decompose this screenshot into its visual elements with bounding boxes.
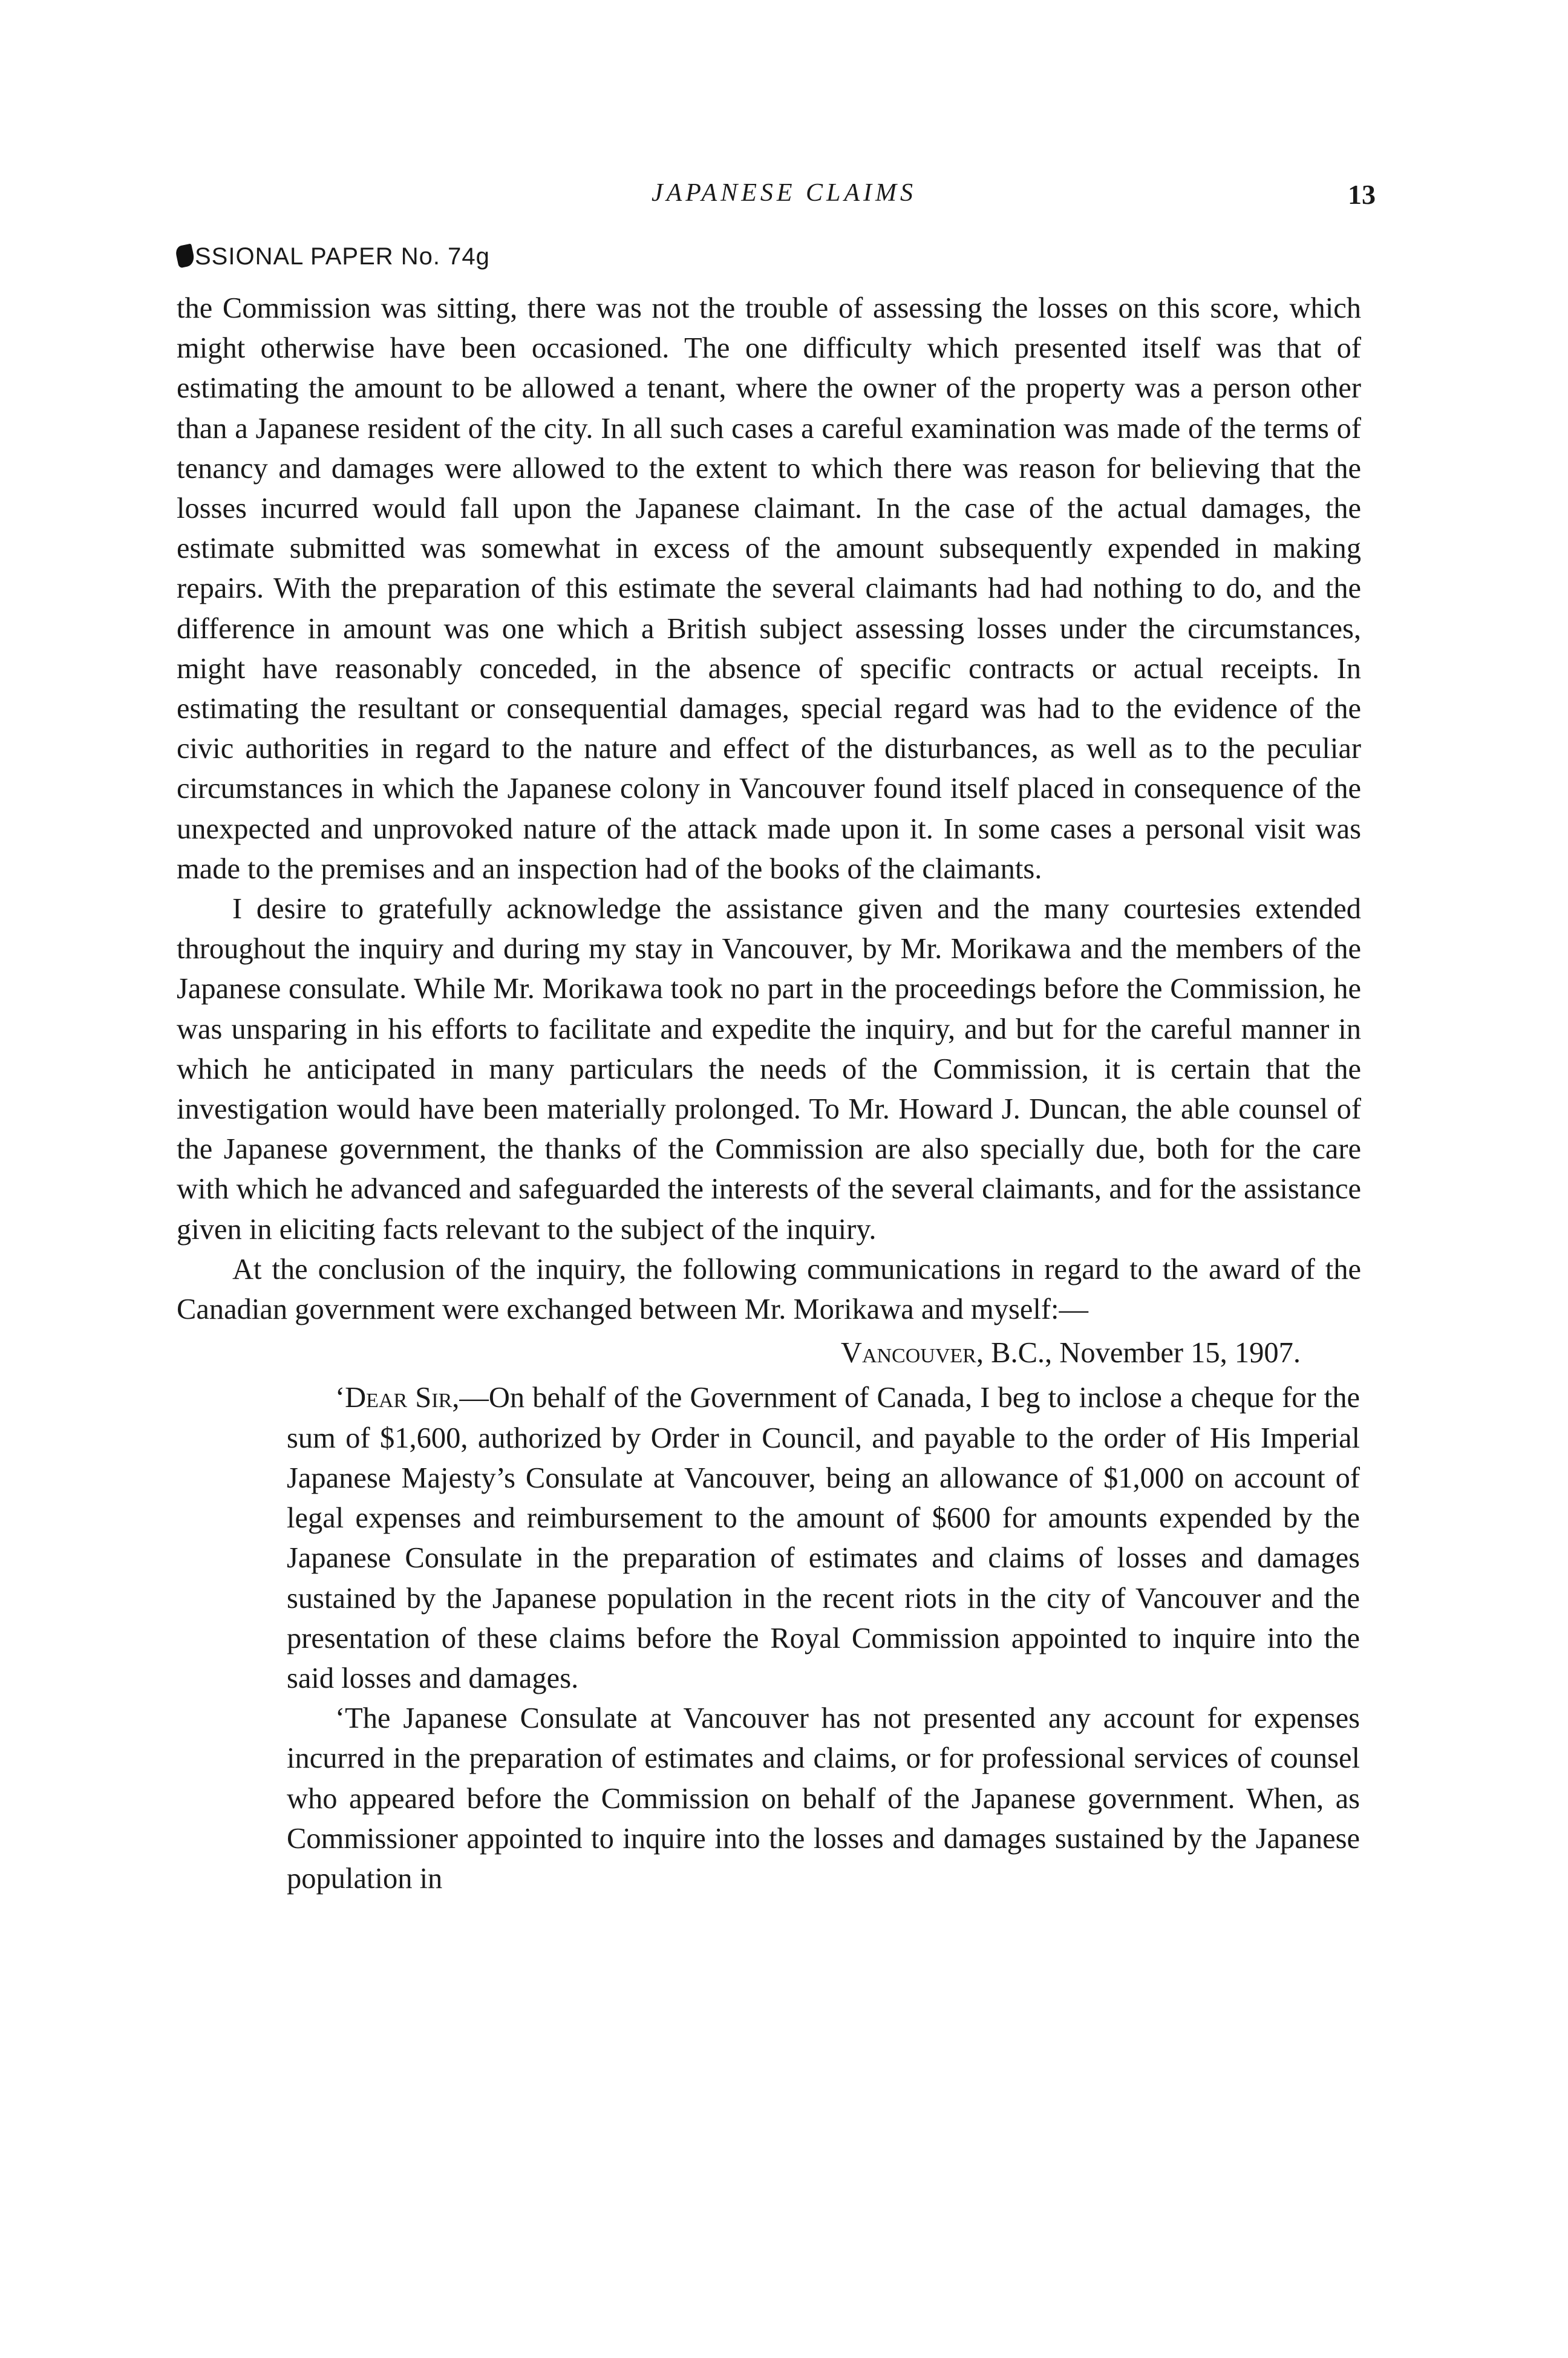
sessional-paper-text: SSIONAL PAPER No. 74g: [195, 243, 490, 270]
letter-salutation: Dear Sir: [345, 1382, 452, 1414]
ink-blot-icon: [175, 243, 196, 268]
running-header: [0, 178, 1568, 215]
dateline-place: Vancouver: [840, 1337, 976, 1370]
paragraph-continued: the Commission was sitting, there was not the trouble of assessing the losses on this score, which might otherwise have been occasioned. The one difficulty which presented itself was that of estimating the amount to be allowed a tenant, where the owner of the property was a person other than a Japanese resident of the city. In all such cases a careful examination was made of the terms of tenancy and damages were allowed to the extent to which there was reason for believing that the losses incurred would fall upon the Japanese claimant. In the case of the actual damages, the estimate submitted was somewhat in excess of the amount subsequently expended in making repairs. With the preparation of this estimate the several claimants had had nothing to do, and the difference in amount was one which a British subject assessing losses under the circumstances, might have reasonably conceded, in the absence of specific contracts or actual receipts. In estimating the resultant or consequential damages, special regard was had to the evidence of the civic authorities in regard to the nature and effect of the disturbances, as well as to the peculiar circumstances in which the Japanese colony in Vancouver found itself placed in consequence of the unexpected and unprovoked nature of the attack made upon it. In some cases a personal visit was made to the premises and an inspection had of the books of the claimants.: [177, 292, 1361, 885]
running-title: JAPANESE CLAIMS: [651, 179, 917, 207]
dateline-rest: , B.C., November 15, 1907.: [976, 1337, 1301, 1370]
letter-paragraph-2: ‘The Japanese Consulate at Vancouver has not presented any account for expenses incurred in the preparation of estimates and claims, or for professional services of counsel who appeared before the Commission on behalf of the Japanese government. When, as Commissioner appointed to inquire into the losses and damages sustained by the Japanese population in: [287, 1702, 1360, 1895]
letter-dateline: [177, 1333, 1361, 1373]
paragraph-acknowledgement: I desire to gratefully acknowledge the assistance given and the many courtesies extended throughout the inquiry and during my stay in Vancouver, by Mr. Morikawa and the members of the Japanese consulate. While Mr. Morikawa took no part in the proceedings before the Commission, he was unsparing in his efforts to facilitate and expedite the inquiry, and but for the careful manner in which he anticipated in many particulars the needs of the Commission, it is certain that the investigation would have been materially prolonged. To Mr. Howard J. Duncan, the able counsel of the Japanese government, the thanks of the Commission are also specially due, both for the care with which he advanced and safeguarded the interests of the several claimants, and for the assistance given in eliciting facts relevant to the subject of the inquiry.: [177, 893, 1361, 1246]
opening-quote: ‘: [335, 1382, 345, 1414]
letter-paragraph-1: [287, 1378, 1360, 1699]
paragraph-conclusion: At the conclusion of the inquiry, the following communications in regard to the award of the Canadian government were exchanged between Mr. Morikawa and myself:—: [177, 1253, 1361, 1326]
quoted-letter: [177, 1378, 1361, 1899]
letter-paragraph-1-text: ,—On behalf of the Government of Canada, I beg to inclose a cheque for the sum of $1,600, authorized by Order in Council, and payable to the order of His Imperial Japanese Majesty’s Consulate at Vancouver, being an allowance of $1,000 on account of legal expenses and reimbursement to the amount of $600 for amounts expended by the Japanese Consulate in the preparation of estimates and claims of losses and damages sustained by the Japanese population in the recent riots in the city of Vancouver and the presentation of these claims before the Royal Commission appointed to inquire into the said losses and damages.: [287, 1382, 1360, 1694]
sessional-paper-label: [177, 243, 490, 270]
page-number: 13: [1348, 179, 1376, 210]
body-text: [177, 289, 1361, 1899]
